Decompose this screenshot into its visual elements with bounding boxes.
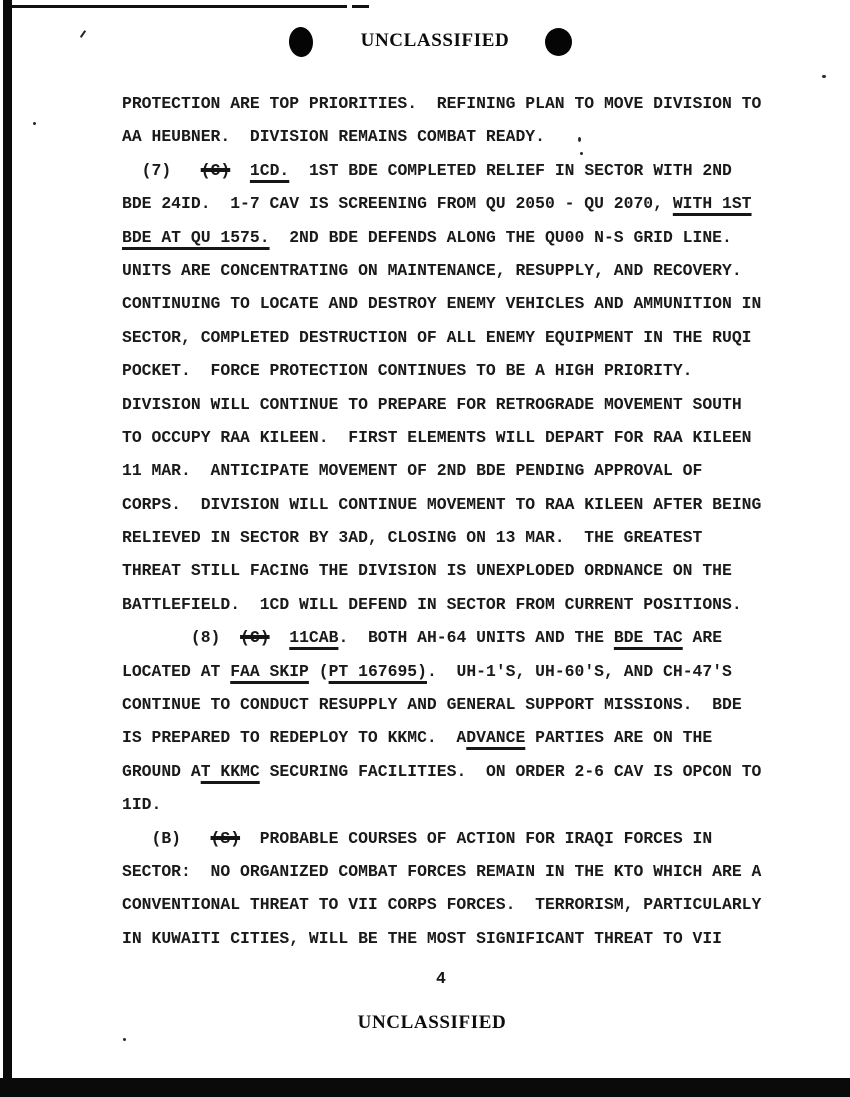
text-line (122, 888, 812, 921)
struck-classification-marking: (C) (200, 160, 231, 180)
underlined-text: T KKMC (200, 761, 260, 781)
text-segment: 1ID. (122, 795, 162, 815)
text-segment: UNITS ARE CONCENTRATING ON MAINTENANCE, RESUPPLY, AND RECOVERY. (122, 260, 742, 280)
text-line (122, 87, 812, 120)
text-segment: POCKET. FORCE PROTECTION CONTINUES TO BE A HIGH PRIORITY. (122, 361, 693, 381)
text-segment: 11 MAR. ANTICIPATE MOVEMENT OF 2ND BDE PENDING APPROVAL OF (122, 461, 703, 481)
text-line (122, 922, 812, 955)
text-line (122, 454, 812, 487)
text-segment: SECURING FACILITIES. ON ORDER 2-6 CAV IS OPCON TO (259, 761, 762, 781)
text-line (122, 655, 812, 688)
footer-classification-marking: UNCLASSIFIED (357, 1012, 507, 1033)
text-line (122, 788, 812, 821)
page-number: 4 (436, 969, 446, 988)
text-segment: CONTINUING TO LOCATE AND DESTROY ENEMY VEHICLES AND AMMUNITION IN (122, 294, 762, 314)
scan-edge-top-dash (352, 5, 369, 8)
text-line (122, 521, 812, 554)
text-line (122, 221, 812, 254)
text-segment: PROBABLE COURSES OF ACTION FOR IRAQI FORCES IN (240, 828, 713, 848)
text-line (122, 287, 812, 320)
text-segment: BDE 24ID. 1-7 CAV IS SCREENING FROM QU 2050 - QU 2070, (122, 194, 673, 214)
text-line (122, 488, 812, 521)
scan-speck (33, 122, 36, 125)
text-line (122, 588, 812, 621)
text-segment: GROUND A (122, 761, 201, 781)
underlined-text: DVANCE (466, 728, 526, 748)
text-segment (270, 628, 290, 647)
text-line (122, 154, 812, 187)
text-line (122, 855, 812, 888)
text-line (122, 755, 812, 788)
underlined-text: 1CD. (249, 160, 290, 180)
text-segment: PARTIES ARE ON THE (525, 728, 713, 748)
text-segment: IS PREPARED TO REDEPLOY TO KKMC. A (122, 728, 467, 748)
text-segment: . BOTH AH-64 UNITS AND THE (338, 628, 614, 648)
text-segment: DIVISION WILL CONTINUE TO PREPARE FOR RETROGRADE MOVEMENT SOUTH (122, 394, 742, 414)
text-segment: 2ND BDE DEFENDS ALONG THE QU00 N-S GRID LINE. (269, 227, 732, 247)
scan-edge-left-bar (3, 0, 12, 1097)
text-line (122, 388, 812, 421)
text-segment (230, 161, 250, 180)
text-segment: PROTECTION ARE TOP PRIORITIES. REFINING PLAN TO MOVE DIVISION TO (122, 94, 762, 113)
stamp-dot-icon (545, 28, 572, 56)
text-segment: AA HEUBNER. DIVISION REMAINS COMBAT READY. (122, 127, 545, 147)
text-line (122, 688, 812, 721)
text-segment: CONTINUE TO CONDUCT RESUPPLY AND GENERAL SUPPORT MISSIONS. BDE (122, 695, 742, 715)
text-line (122, 721, 812, 754)
text-segment: TO OCCUPY RAA KILEEN. FIRST ELEMENTS WILL DEPART FOR RAA KILEEN (122, 427, 752, 447)
text-segment: (B) (122, 828, 211, 848)
text-segment: RELIEVED IN SECTOR BY 3AD, CLOSING ON 13 MAR. THE GREATEST (122, 528, 703, 548)
text-segment: SECTOR, COMPLETED DESTRUCTION OF ALL ENEMY EQUIPMENT IN THE RUQI (122, 327, 752, 347)
text-line (122, 254, 812, 287)
text-segment: IN KUWAITI CITIES, WILL BE THE MOST SIGNIFICANT THREAT TO VII (122, 928, 722, 948)
text-line (122, 187, 812, 220)
text-line (122, 354, 812, 387)
text-line (122, 554, 812, 587)
header-classification-marking: UNCLASSIFIED (360, 30, 510, 51)
text-line (122, 421, 812, 454)
scan-edge-bottom-bar (0, 1078, 850, 1097)
text-segment: THREAT STILL FACING THE DIVISION IS UNEXPLODED ORDNANCE ON THE (122, 561, 732, 581)
text-segment: SECTOR: NO ORGANIZED COMBAT FORCES REMAIN IN THE KTO WHICH ARE A (122, 861, 762, 881)
stamp-dot-icon (288, 26, 314, 58)
text-segment: (7) (122, 160, 201, 180)
underlined-text: BDE TAC (613, 628, 683, 648)
underlined-text: BDE AT QU 1575. (122, 227, 270, 247)
text-segment: ( (308, 661, 329, 681)
text-segment: BATTLEFIELD. 1CD WILL DEFEND IN SECTOR FROM CURRENT POSITIONS. (122, 594, 742, 614)
scan-edge-top-line (12, 5, 347, 8)
text-line (122, 822, 812, 855)
struck-classification-marking: (S) (210, 828, 241, 848)
text-line (122, 621, 812, 654)
scan-speck (123, 1038, 126, 1041)
document-body (122, 87, 812, 955)
underlined-text: PT 167695) (328, 661, 427, 681)
underlined-text: 11CAB (289, 628, 339, 648)
text-segment: 1ST BDE COMPLETED RELIEF IN SECTOR WITH 2ND (289, 160, 732, 180)
scan-mark-tick (80, 30, 86, 38)
text-segment: (8) (122, 628, 241, 648)
text-line (122, 120, 812, 153)
text-segment: CORPS. DIVISION WILL CONTINUE MOVEMENT TO RAA KILEEN AFTER BEING (122, 494, 762, 514)
text-segment: CONVENTIONAL THREAT TO VII CORPS FORCES. TERRORISM, PARTICULARLY (122, 895, 762, 915)
scan-speck (822, 75, 826, 78)
underlined-text: WITH 1ST (672, 194, 752, 214)
underlined-text: FAA SKIP (230, 661, 309, 681)
text-segment: ARE (682, 628, 723, 648)
text-segment: LOCATED AT (122, 661, 231, 681)
text-line (122, 321, 812, 354)
struck-classification-marking: (C) (240, 628, 270, 648)
text-segment: . UH-1'S, UH-60'S, AND CH-47'S (426, 661, 732, 681)
